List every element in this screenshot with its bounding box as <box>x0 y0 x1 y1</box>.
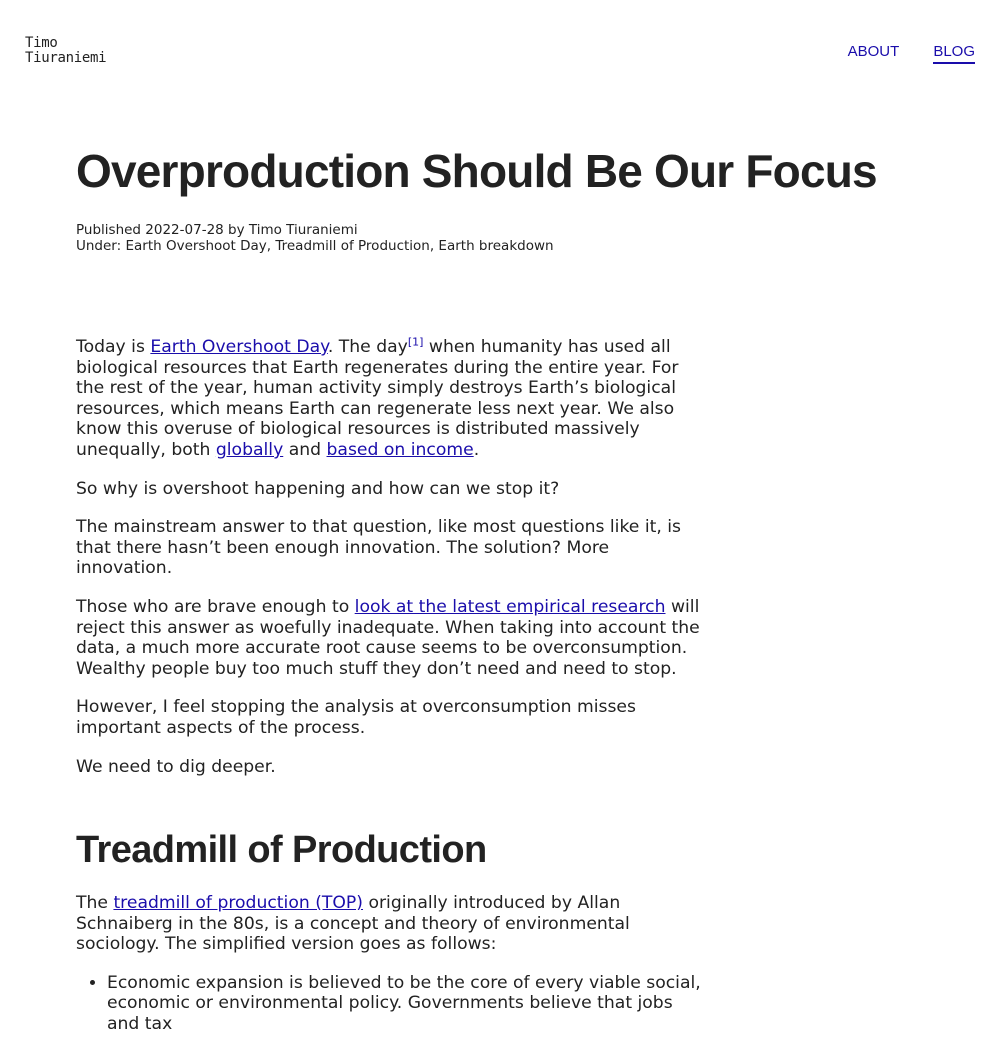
based-on-income-link[interactable]: based on income <box>326 439 474 460</box>
bullet-list <box>76 973 706 1035</box>
nav-link-about[interactable]: ABOUT <box>847 43 900 60</box>
footnote-link[interactable]: [1] <box>407 335 424 349</box>
empirical-research-link[interactable]: look at the latest empirical research <box>354 596 666 617</box>
paragraph: We need to dig deeper. <box>76 756 276 777</box>
nav-link-blog[interactable]: BLOG <box>933 43 975 64</box>
globally-link[interactable]: globally <box>215 439 284 460</box>
list-item: • Economic expansion is believed to be the core of every viable social, economic or environmental policy. Governments believe that jobs and tax <box>107 973 706 1035</box>
post-published: Published 2022-07-28 by Timo Tiuraniemi <box>76 222 358 238</box>
treadmill-of-production-link[interactable]: treadmill of production (TOP) <box>113 893 363 914</box>
paragraph: Today is Earth Overshoot Day. The day[1] when humanity has used all biological resources that Earth regenerates during the entire year. For the rest of the year, human activity simply destroys Earth’s biological resources, which means Earth can regenerate less next year. We also know this overuse of biological resources is distributed massively unequally, both globally and based on income. <box>76 335 679 460</box>
paragraph: The treadmill of production (TOP) originally introduced by Allan Schnaiberg in the 80s, is a concept and theory of environmental sociology. The simplified version goes as follows: <box>76 893 630 955</box>
post-title: Overproduction Should Be Our Focus <box>76 145 877 197</box>
paragraph: So why is overshoot happening and how can we stop it? <box>76 478 560 499</box>
earth-overshoot-day-link[interactable]: Earth Overshoot Day <box>150 337 328 357</box>
paragraph: The mainstream answer to that question, like most questions like it, is that there hasn’t been enough innovation. The solution? More innovation. <box>76 517 681 579</box>
footnote-ref <box>408 335 424 348</box>
section-heading: Treadmill of Production <box>76 829 487 872</box>
post-categories: Under: Earth Overshoot Day, Treadmill of Production, Earth breakdown <box>76 238 554 254</box>
logo-line-last-name: Tiuraniemi <box>25 50 107 66</box>
paragraph: However, I feel stopping the analysis at overconsumption misses important aspects of the process. <box>76 697 636 738</box>
logo-line-first-name: Timo <box>25 35 58 51</box>
article-body <box>76 337 706 1043</box>
paragraph: Those who are brave enough to look at the latest empirical research will reject this answer as woefully inadequate. When taking into account the data, a much more accurate root cause seems to be overconsumption. Wealthy people buy too much stuff they don’t need and need to stop. <box>76 596 700 679</box>
main-nav <box>848 43 975 64</box>
post-meta <box>76 222 554 254</box>
site-logo[interactable] <box>25 36 106 66</box>
